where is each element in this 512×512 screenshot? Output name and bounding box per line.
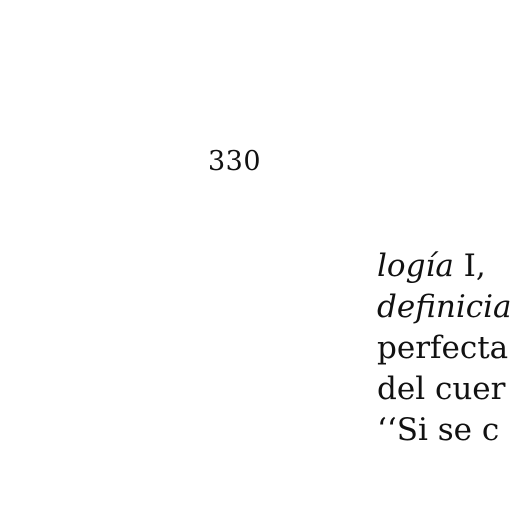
italic-term: logía — [377, 248, 454, 284]
line-text: ‘‘Si se c — [377, 412, 500, 448]
text-line — [377, 287, 512, 328]
italic-term: definicia — [377, 289, 512, 325]
line-text: perfecta — [377, 330, 509, 366]
line-text: I, — [453, 248, 486, 284]
page-number: 330 — [208, 146, 262, 177]
text-line — [377, 410, 512, 451]
text-line — [377, 369, 512, 410]
text-line — [377, 246, 512, 287]
text-line — [377, 328, 512, 369]
body-text — [377, 246, 512, 451]
line-text: del cuer — [377, 371, 506, 407]
